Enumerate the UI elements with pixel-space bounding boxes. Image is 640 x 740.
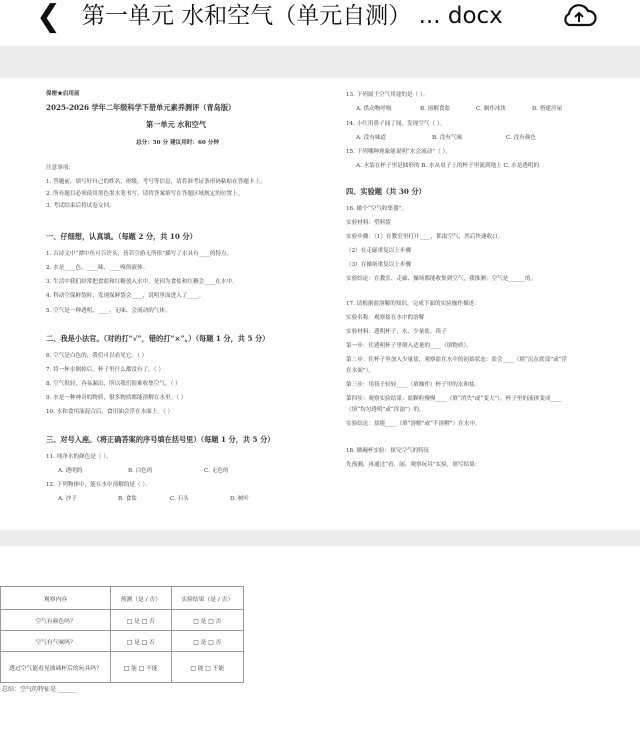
q17-line-2: 实验材料：透明杯子、水、少量盐、筷子 <box>346 329 447 335</box>
section-2-title: 二、我是小法官。（对的打“√”，错的打“×”。）（每题 1 分，共 5 分） <box>46 334 270 343</box>
question-7: 7. 将一杯水倒掉后，杯子里什么都没有了。（ ） <box>46 367 164 373</box>
table-header: 观察内容 <box>1 587 111 610</box>
question-10: 10. 水和食用油混合后，食用油会浮在水面上。（ ） <box>46 409 174 415</box>
option-12d: D. 树叶 <box>230 496 250 502</box>
q17-line-5: 在水面”）。 <box>346 368 375 374</box>
section-4-title: 四、实验题（共 30 分） <box>346 187 426 196</box>
top-bar <box>0 0 640 40</box>
q17-line-4: 第二步：往杯子里加入少量盐，观察盐在水中的初始状态：盐会____（填“沉在底部”或“浮 <box>346 357 568 363</box>
option-11c: C. 无色的 <box>204 468 229 474</box>
question-5: 5. 空气是一种透明、____、无味、会流动的气体。 <box>46 308 171 314</box>
cloud-upload-icon[interactable] <box>560 0 598 32</box>
table-cell[interactable]: □ 是 □ 否 <box>171 610 243 631</box>
note-2: 2. 所有题目必须使用黑色墨水笔书写，请将答案填写在答题区域规定的位置上。 <box>46 191 244 197</box>
q17-line-1: 实验名称：观察盐在水中的溶解 <box>346 315 425 321</box>
table-cell[interactable]: □ 是 □ 否 <box>111 610 172 631</box>
q16-line-4: （3）在操场重复以上步骤 <box>346 262 412 268</box>
section-1-title: 一、仔细想，认真填。（每题 2 分，共 10 分） <box>46 232 197 241</box>
secret-label: 保密★启用前 <box>46 91 80 97</box>
question-6: 6. 空气是白色的，我们可以看见它。（ ） <box>46 353 148 359</box>
q16-line-3: （2）在走廊重复以上步骤 <box>346 248 412 254</box>
note-3: 3. 考试结束后将试卷交回。 <box>46 203 115 209</box>
note-1: 1. 答题前，填写好自己的姓名、班级、考号等信息，请将准考证条形码粘贴在答题卡上。 <box>46 179 266 185</box>
option-12a: A. 沙子 <box>58 496 77 502</box>
q16-line-1: 实验材料：塑料袋 <box>346 220 391 226</box>
option-11a: A. 透明的 <box>58 468 83 474</box>
section-3-title: 三、对号入座。（将正确答案的序号填在括号里）（每题 1 分，共 5 分） <box>46 435 275 444</box>
option-13c: C. 制作冰块 <box>476 106 507 112</box>
table-cell: 透过空气能看见玻璃杯后的玩具吗？ <box>1 652 111 683</box>
table-row <box>1 610 244 631</box>
q17-line-8: （填“均匀透明”或“浑浊”）的。 <box>346 407 425 413</box>
question-4: 4. 科动空保鲜袋时，发现保鲜袋会____，说明里面进入了____。 <box>46 293 205 299</box>
q16-line-5: 实验结论：在教室、走廊、操场都能收集到空气，我推测：空气是______的。 <box>346 276 537 282</box>
question-13: 13. 下列属于空气用途的是（ ）。 <box>346 92 429 98</box>
document-page <box>0 78 640 530</box>
question-3: 3. 生活中我们经常把食盐和红糖放入水中，是因为食盐和红糖会____在水中。 <box>46 279 238 285</box>
option-12b: B. 食盐 <box>118 496 137 502</box>
option-11b: B. 白色的 <box>128 468 153 474</box>
question-16: 16. 做个“空气收集器”。 <box>346 206 408 212</box>
table-cell[interactable]: □ 是 □ 否 <box>171 631 243 652</box>
option-14a: A. 没有味道 <box>356 135 386 141</box>
question-15: 15. 下列哪种现象能说明“水会流动”（ ）。 <box>346 149 451 155</box>
question-11: 11. 纯净水的颜色是（ ）。 <box>46 454 112 460</box>
observation-table <box>0 586 244 683</box>
table-cell: 空气有气味吗？ <box>1 631 111 652</box>
table-cell[interactable]: □ 是 □ 否 <box>111 631 172 652</box>
question-17: 17. 请根据盐溶解的知识，完成下面的实验操作描述： <box>346 301 480 307</box>
table-row <box>1 652 244 683</box>
option-14b: B. 没有气味 <box>432 135 463 141</box>
q18-line: 先预测，再通过“看、闻、观察玩具”实验，填写结果： <box>346 462 481 468</box>
document-title: 第一单元 水和空气（单元自测） ... docx <box>82 3 503 29</box>
question-14: 14. 小红用鼻子闻了闻，发现空气（ ）。 <box>346 121 446 127</box>
question-8: 8. 空气很轻，容易漏出，所以我们很难收集空气。（ ） <box>46 381 181 387</box>
option-13d: D. 搭建房屋 <box>532 106 563 112</box>
question-12: 12. 下列物体中，能在水中溶解的是（ ）。 <box>46 482 151 488</box>
exam-meta: 总分：50 分 建议用时：60 分钟 <box>136 140 219 146</box>
question-1: 1. 古诗文中“潭中鱼可百许头，皆若空游无所依”描写了水具有____的特点。 <box>46 251 233 257</box>
table-cell[interactable]: □ 能 □ 不能 <box>111 652 172 683</box>
notes-title: 注意事项： <box>46 165 74 171</box>
table-cell: 空气有颜色吗？ <box>1 610 111 631</box>
options-15: A. 水装在杯子里是圆形的 B. 水从桌子上的杯子里流到地上 C. 水是透明的 <box>356 163 540 169</box>
option-14c: C. 没有颜色 <box>506 135 537 141</box>
table-header: 实验结果（是 / 否） <box>171 587 243 610</box>
table-summary: 总结：空气的特征是 ______ <box>2 686 76 693</box>
paper-title: 2025-2026 学年二年级科学下册单元素养测评（青岛版） <box>46 103 236 112</box>
q16-line-2: 实验步骤：（1）在教室里打开____，抓取空气，然后快速收口。 <box>346 234 504 240</box>
question-2: 2. 水是____色、____味、____嗅的液体。 <box>46 265 149 271</box>
q17-line-6: 第三步：用筷子轻轻____（填操作）杯子里的水和盐。 <box>346 382 481 388</box>
table-cell[interactable]: □ 能 □ 不能 <box>171 652 243 683</box>
option-13a: A. 供动物呼吸 <box>356 106 392 112</box>
q17-line-9: 实验结论：盐能____（填“溶解”或“不溶解”）在水中。 <box>346 421 481 427</box>
table-row <box>1 631 244 652</box>
q17-line-3: 第一步：往透明杯子里倒入适量的____（填物质）。 <box>346 343 472 349</box>
table-header: 预测（是 / 否） <box>111 587 172 610</box>
question-18: 18. 做碗杯实验：探究空气的特征 <box>346 448 430 454</box>
option-12c: C. 石头 <box>170 496 189 502</box>
option-13b: B. 溶解食盐 <box>420 106 451 112</box>
question-9: 9. 水是一种神奇的物质，很多物质都能溶解在水里。（ ） <box>46 395 187 401</box>
chevron-left-icon[interactable]: ❮ <box>36 0 62 34</box>
unit-title: 第一单元 水和空气 <box>146 120 207 129</box>
q17-line-7: 第四步：观察实验结果：盐颗粒慢慢____（填“消失”或“变大”），杯子里的液体变成____ <box>346 396 562 402</box>
